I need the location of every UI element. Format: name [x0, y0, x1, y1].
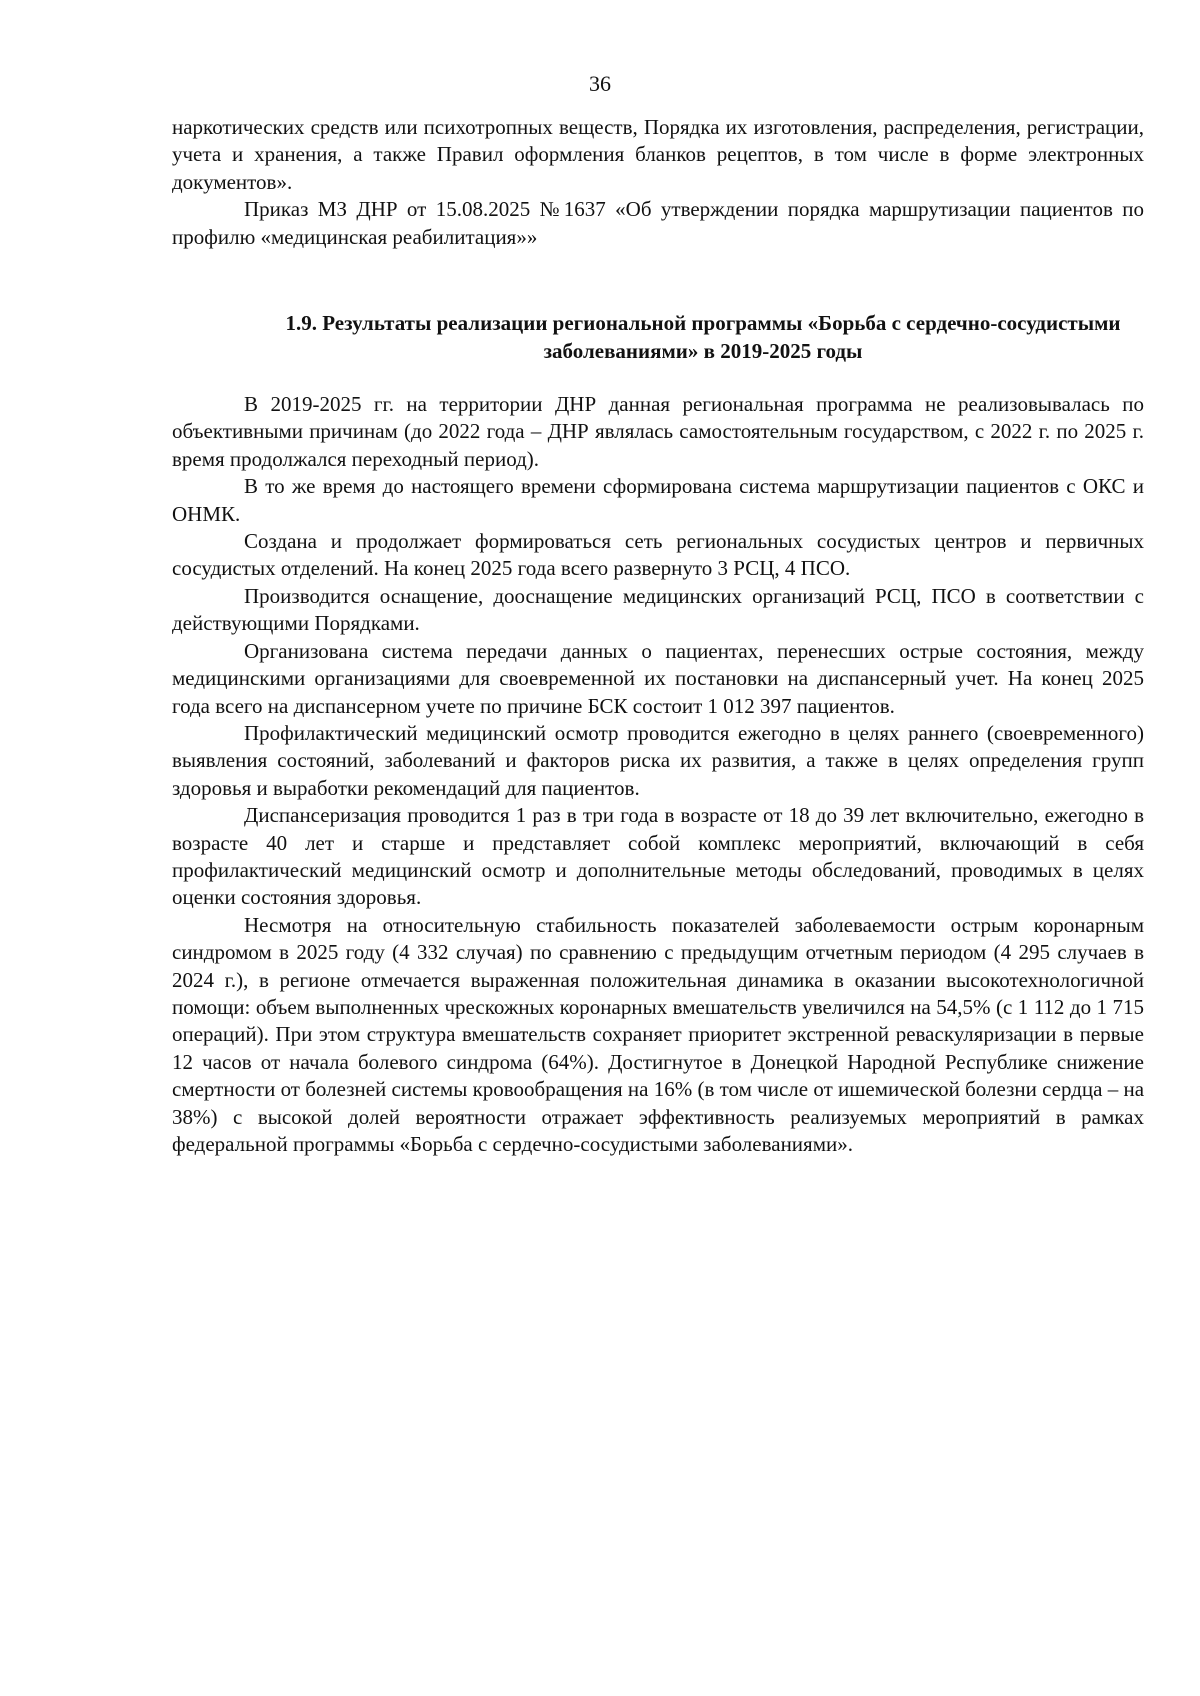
- body-paragraph: наркотических средств или психотропных веществ, Порядка их изготовления, распределения, регистрации, учета и хранения, а также Правил оформления бланков рецептов, в том числе в форме электронных документов».: [172, 115, 1144, 194]
- page-number: 36: [589, 71, 611, 96]
- body-paragraph: В 2019-2025 гг. на территории ДНР данная региональная программа не реализовывалась по объективными причинам (до 2022 года – ДНР являлась самостоятельным государством, с 2022 г. по 2025 г. время продолжался переходный период).: [172, 392, 1144, 471]
- body-paragraph: Производится оснащение, дооснащение медицинских организаций РСЦ, ПСО в соответствии с действующими Порядками.: [172, 583, 1144, 636]
- body-paragraph: Несмотря на относительную стабильность показателей заболеваемости острым коронарным синдромом в 2025 году (4 332 случая) по сравнению с предыдущим отчетным периодом (4 295 случаев в 2024 г.), в регионе отмечается выраженная положительная динамика в оказании высокотехнологичной помощи: объем выполненных чрескожных коронарных вмешательств увеличился на 54,5% (с 1 112 до 1 715 операций). При этом структура вмешательств сохраняет приоритет экстренной реваскуляризации в первые 12 часов от начала болевого синдрома (64%). Достигнутое в Донецкой Народной Республике снижение смертности от болезней системы кровообращения на 16% (в том числе от ишемической болезни сердца – на 38%) с высокой долей вероятности отражает эффективность реализуемых мероприятий в рамках федеральной программы «Борьба с сердечно-сосудистыми заболеваниями».: [172, 912, 1145, 1156]
- body-paragraph: Создана и продолжает формироваться сеть региональных сосудистых центров и первичных сосудистых отделений. На конец 2025 года всего развернуто 3 РСЦ, 4 ПСО.: [172, 529, 1144, 581]
- section-heading: 1.9. Результаты реализации региональной программы «Борьба с сердечно-сосудистыми заболеваниями» в 2019-2025 годы: [285, 311, 1121, 364]
- body-paragraph: Приказ МЗ ДНР от 15.08.2025 №1637 «Об утверждении порядка маршрутизации пациентов по профилю «медицинская реабилитация»»: [172, 197, 1144, 249]
- body-paragraph: В то же время до настоящего времени сформирована система маршрутизации пациентов с ОКС и ОНМК.: [172, 474, 1144, 526]
- document-body: [172, 114, 1144, 1158]
- body-paragraph: Профилактический медицинский осмотр проводится ежегодно в целях раннего (своевременного) выявления состояний, заболеваний и факторов риска их развития, а также в целях определения групп здоровья и выработки рекомендаций для пациентов.: [172, 720, 1144, 800]
- body-paragraph: Диспансеризация проводится 1 раз в три года в возрасте от 18 до 39 лет включительно, ежегодно в возрасте 40 лет и старше и представляет собой комплекс мероприятий, включающий в себя профилактический медицинский осмотр и дополнительные методы обследований, проводимых в целях оценки состояния здоровья.: [172, 803, 1144, 910]
- body-paragraph: Организована система передачи данных о пациентах, перенесших острые состояния, между медицинскими организациями для своевременной их постановки на диспансерный учет. На конец 2025 года всего на диспансерном учете по причине БСК состоит 1 012 397 пациентов.: [172, 638, 1144, 718]
